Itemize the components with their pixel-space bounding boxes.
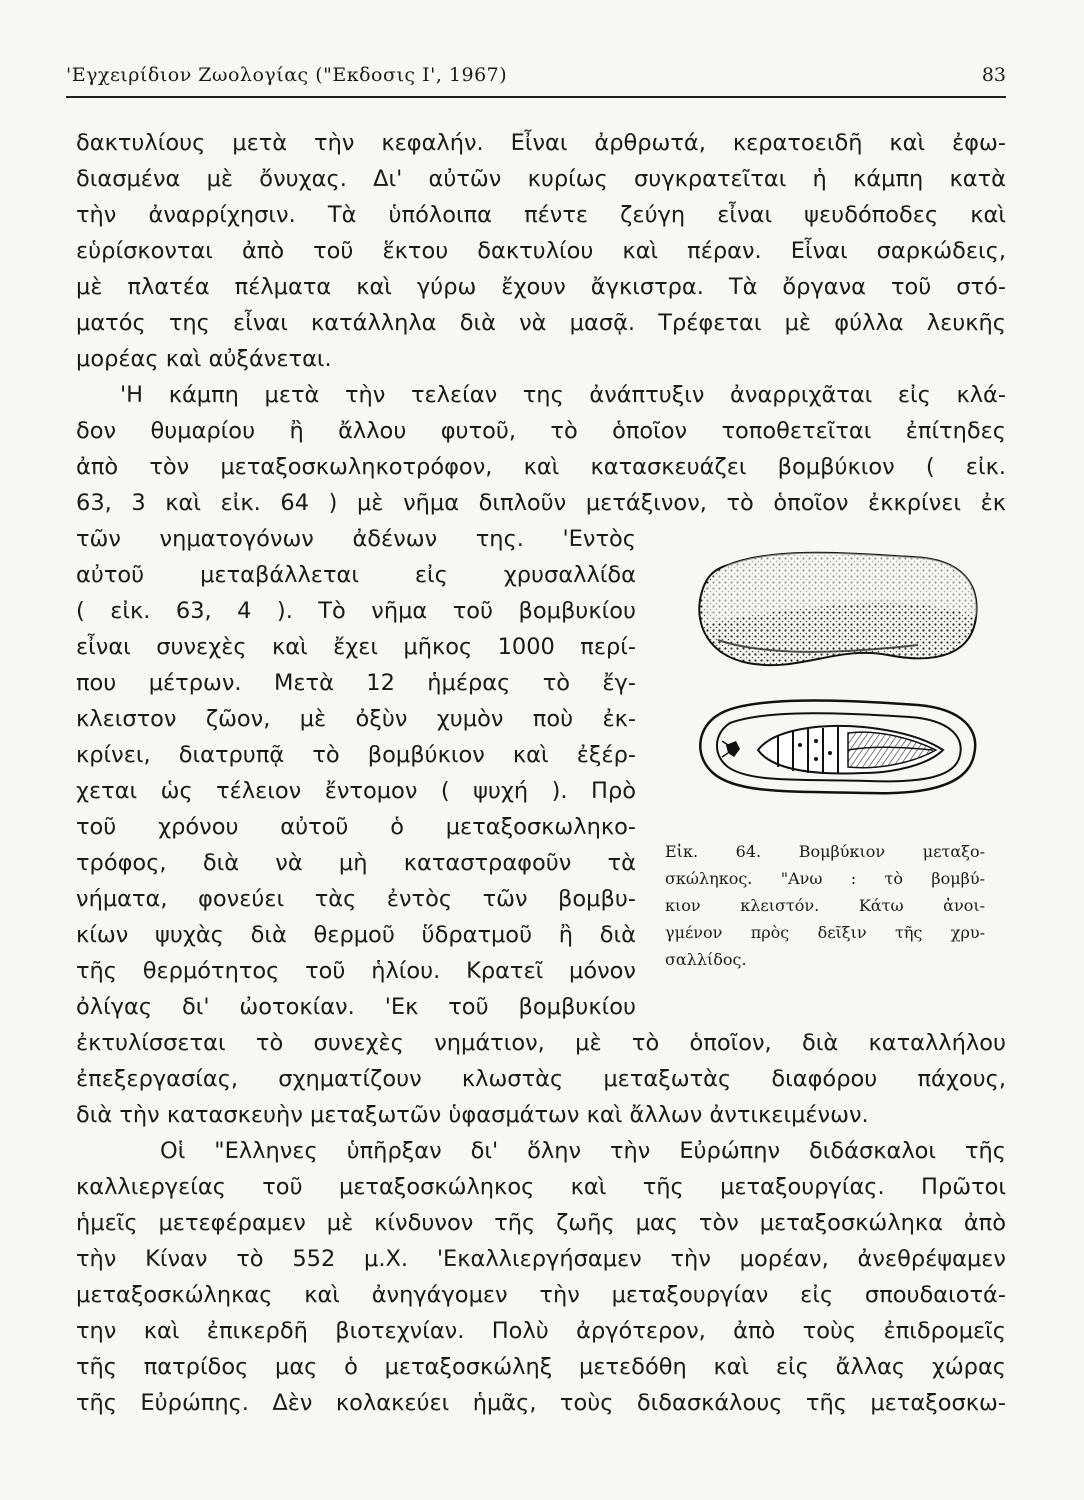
text-line: ὀλίγας δι' ὠοτοκίαν. 'Εκ τοῦ βομβυκίου (76, 994, 636, 1020)
text-line: τῆς Εὐρώπης. Δὲν κολακεύει ἡμᾶς, τοὺς διδασκάλους τῆς μεταξοσκω- (76, 1390, 1006, 1416)
text-line: κλειστον ζῶον, μὲ ὀξὺν χυμὸν ποὺ ἐκ- (76, 706, 636, 732)
text-line: δον θυμαρίου ἢ ἄλλου φυτοῦ, τὸ ὁποῖον τοποθετεῖται ἐπίτηδες (76, 418, 1006, 444)
page-number: 83 (981, 64, 1006, 86)
text-line: που μέτρων. Μετὰ 12 ἡμέρας τὸ ἔγ- (76, 670, 636, 696)
text-line: ἡμεῖς μετεφέραμεν μὲ κίνδυνον τῆς ζωῆς μας τὸν μεταξοσκώληκα ἀπὸ (76, 1210, 1006, 1236)
book-title: 'Εγχειρίδιον Ζωολογίας ("Εκδοσις Ι', 1967) (66, 64, 508, 86)
running-header (66, 62, 1006, 98)
text-line: εἶναι συνεχὲς καὶ ἔχει μῆκος 1000 περί- (76, 634, 636, 660)
closed-cocoon (699, 553, 976, 665)
text-line: 63, 3 καὶ εἰκ. 64 ) μὲ νῆμα διπλοῦν μετάξινον, τὸ ὁποῖον ἐκκρίνει ἐκ (76, 490, 1006, 516)
text-line: καλλιεργείας τοῦ μεταξοσκώληκος καὶ τῆς μεταξουργίας. Πρῶτοι (76, 1174, 1006, 1200)
figure-cocoon (688, 545, 988, 815)
caption-line: κιον κλειστόν. Κάτω ἀνοι- (665, 896, 985, 915)
caption-line: σαλλίδος. (665, 950, 747, 969)
caption-line: σκώληκος. "Ανω : τὸ βομβύ- (665, 869, 985, 888)
text-line: κρίνει, διατρυπᾷ τὸ βομβύκιον καὶ ἐξέρ- (76, 742, 636, 768)
text-line: δακτυλίους μετὰ τὴν κεφαλήν. Εἶναι ἀρθρωτά, κερατοειδῆ καὶ ἐφω- (76, 130, 1006, 156)
text-line: την καὶ ἐπικερδῆ βιοτεχνίαν. Πολὺ ἀργότερον, ἀπὸ τοὺς ἐπιδρομεῖς (76, 1318, 1006, 1344)
text-line: ( εἰκ. 63, 4 ). Τὸ νῆμα τοῦ βομβυκίου (76, 598, 636, 624)
text-line: τῶν νηματογόνων ἀδένων της. 'Εντὸς (76, 526, 636, 552)
text-line: διασμένα μὲ ὄνυχας. Δι' αὐτῶν κυρίως συγκρατεῖται ἡ κάμπη κατὰ (76, 166, 1006, 192)
text-line: εὑρίσκονται ἀπὸ τοῦ ἕκτου δακτυλίου καὶ πέραν. Εἶναι σαρκώδεις, (76, 238, 1006, 264)
text-line: τῆς θερμότητος τοῦ ἡλίου. Κρατεῖ μόνον (76, 958, 636, 984)
caption-line: Εἰκ. 64. Βομβύκιον μεταξο- (665, 842, 985, 861)
text-line: μεταξοσκώληκας καὶ ἀνηγάγομεν τὴν μεταξουργίαν εἰς σπουδαιοτά- (76, 1282, 1006, 1308)
caption-line: γμένον πρὸς δεῖξιν τῆς χρυ- (665, 923, 985, 942)
text-line: κίων ψυχὰς διὰ θερμοῦ ὕδρατμοῦ ἢ διὰ (76, 922, 636, 948)
cocoon-illustration (688, 545, 988, 815)
text-line: τρόφος, διὰ νὰ μὴ καταστραφοῦν τὰ (76, 850, 636, 876)
open-cocoon (700, 701, 975, 794)
text-line: χεται ὡς τέλειον ἔντομον ( ψυχή ). Πρὸ (76, 778, 636, 804)
text-line: τὴν ἀναρρίχησιν. Τὰ ὑπόλοιπα πέντε ζεύγη εἶναι ψευδόποδες καὶ (76, 202, 1006, 228)
text-line: τοῦ χρόνου αὐτοῦ ὁ μεταξοσκωληκο- (76, 814, 636, 840)
text-line: νήματα, φονεύει τὰς ἐντὸς τῶν βομβυ- (76, 886, 636, 912)
text-line: τῆς πατρίδος μας ὁ μεταξοσκώληξ μετεδόθη καὶ εἰς ἄλλας χώρας (76, 1354, 1006, 1380)
text-line: αὐτοῦ μεταβάλλεται εἰς χρυσαλλίδα (76, 562, 636, 588)
text-line: ἐπεξεργασίας, σχηματίζουν κλωστὰς μεταξωτὰς διαφόρου πάχους, (76, 1066, 1006, 1092)
text-line: ματός της εἶναι κατάλληλα διὰ νὰ μασᾷ. Τρέφεται μὲ φύλλα λευκῆς (76, 310, 1006, 336)
text-line: μορέας καὶ αὐξάνεται. (76, 346, 332, 372)
text-line: διὰ τὴν κατασκευὴν μεταξωτῶν ὑφασμάτων καὶ ἄλλων ἀντικειμένων. (76, 1102, 869, 1128)
text-line: μὲ πλατέα πέλματα καὶ γύρω ἔχουν ἄγκιστρα. Τὰ ὄργανα τοῦ στό- (76, 274, 1006, 300)
text-line: ἐκτυλίσσεται τὸ συνεχὲς νημάτιον, μὲ τὸ ὁποῖον, διὰ καταλλήλου (76, 1030, 1006, 1056)
text-line: τὴν Κίναν τὸ 552 μ.Χ. 'Εκαλλιεργήσαμεν τὴν μορέαν, ἀνεθρέψαμεν (76, 1246, 1006, 1272)
paragraph-start-line: 'Η κάμπη μετὰ τὴν τελείαν της ἀνάπτυξιν ἀναρριχᾶται εἰς κλά- (120, 382, 1006, 408)
figure-caption (665, 838, 985, 973)
paragraph-start-line: Οἱ "Ελληνες ὑπῆρξαν δι' ὅλην τὴν Εὐρώπην διδάσκαλοι τῆς (160, 1138, 1006, 1164)
text-line: ἀπὸ τὸν μεταξοσκωληκοτρόφον, καὶ κατασκευάζει βομβύκιον ( εἰκ. (76, 454, 1006, 480)
